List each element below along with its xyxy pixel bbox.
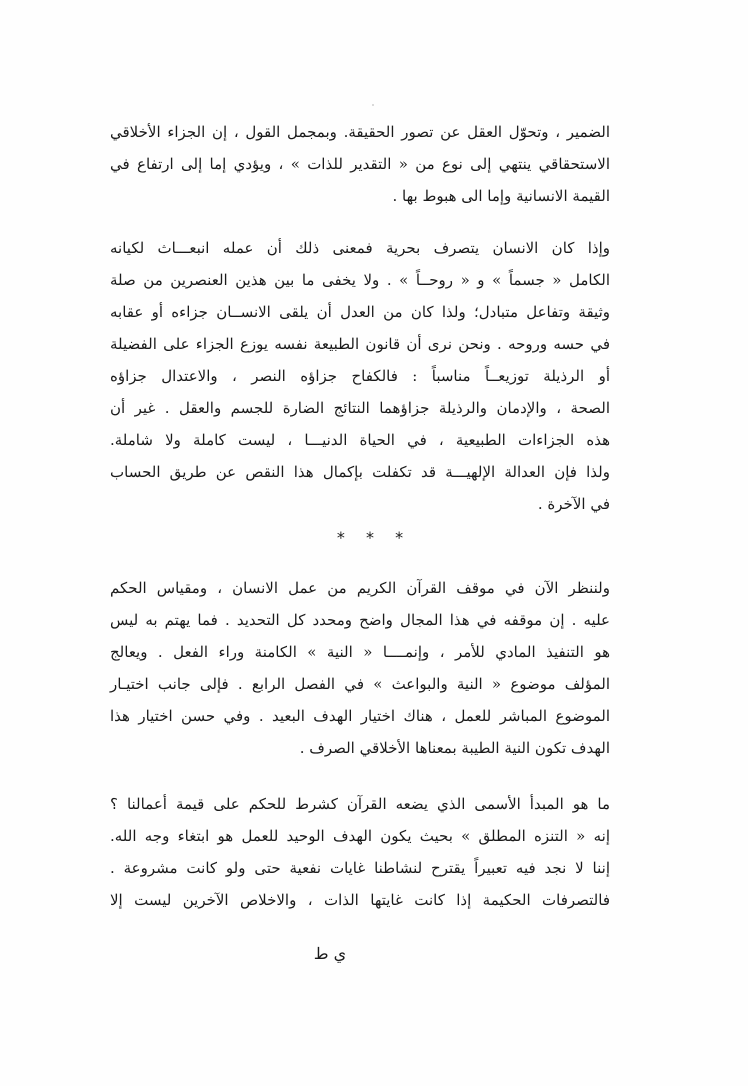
- text-line: ولننظر الآن في موقف القرآن الكريم من عمل الانسان ، ومقياس الحكم: [110, 579, 610, 597]
- section-separator: * * *: [336, 528, 412, 547]
- text-line: إنه « التنزه المطلق » بحيث يكون الهدف الوحيد للعمل هو ابتغاء وجه الله.: [110, 827, 610, 845]
- text-line: في الآخرة .: [537, 495, 610, 513]
- text-line: الموضوع المباشر للعمل ، هناك اختيار الهدف البعيد . وفي حسن اختيار هذا: [110, 707, 610, 725]
- text-line: الصحة ، والإدمان والرذيلة جزاؤهما النتائج الضارة للجسم والعقل . غير أن: [110, 399, 610, 417]
- text-line: فالتصرفات الحكيمة إذا كانت غايتها الذات ، والاخلاص الآخرين ليست إلا: [110, 891, 610, 909]
- text-line: هو التنفيذ المادي للأمر ، وإنمــــا « النية » الكامنة وراء الفعل . ويعالج: [110, 643, 610, 661]
- text-line: وثيقة وتفاعل متبادل؛ ولذا كان من العدل أن يلقى الانســان جزاءه أو عقابه: [110, 303, 610, 321]
- paragraph-3: [110, 572, 610, 764]
- text-line: إننا لا نجد فيه تعبيراً يقترح لنشاطنا غايات نفعية حتى ولو كانت مشروعة .: [110, 859, 610, 877]
- text-line: في حسه وروحه . ونحن نرى أن قانون الطبيعة نفسه يوزع الجزاء على الفضيلة: [110, 335, 610, 353]
- text-line: الضمير ، وتحوّل العقل عن تصور الحقيقة. وبمجمل القول ، إن الجزاء الأخلاقي: [110, 123, 610, 141]
- text-line: الهدف تكون النية الطيبة بمعناها الأخلاقي الصرف .: [299, 739, 610, 757]
- page-number: ي ط: [313, 944, 347, 963]
- text-line: عليه . إن موقفه في هذا المجال واضح ومحدد كل التحديد . فما يهتم به ليس: [110, 611, 610, 629]
- text-line: القيمة الانسانية وإما الى هبوط بها .: [392, 187, 610, 205]
- paragraph-4: [110, 788, 610, 916]
- text-line: الكامل « جسماً » و « روحــاً » . ولا يخفى ما بين هذين العنصرين من صلة: [110, 271, 610, 289]
- text-line: ولذا فإن العدالة الإلهيـــة قد تكفلت بإكمال هذا النقص عن طريق الحساب: [110, 463, 610, 481]
- text-line: وإذا كان الانسان يتصرف بحرية فمعنى ذلك أن عمله انبعـــاث لكيانه: [110, 239, 610, 257]
- text-line: أو الرذيلة توزيعــاً مناسباً : فالكفاح جزاؤه النصر ، والاعتدال جزاؤه: [110, 367, 610, 385]
- text-line: ما هو المبدأ الأسمى الذي يضعه القرآن كشرط للحكم على قيمة أعمالنا ؟: [110, 795, 610, 813]
- text-line: الاستحقاقي ينتهي إلى نوع من « التقدير للذات » ، ويؤدي إما إلى ارتفاع في: [110, 155, 610, 173]
- text-line: المؤلف موضوع « النية والبواعث » في الفصل الرابع . فإلى جانب اختيـار: [110, 675, 610, 693]
- text-line: هذه الجزاءات الطبيعية ، في الحياة الدنيـــا ، ليست كاملة ولا شاملة.: [110, 431, 610, 449]
- paragraph-1: [110, 116, 610, 212]
- scan-speck: [372, 104, 374, 106]
- paragraph-2: [110, 232, 610, 520]
